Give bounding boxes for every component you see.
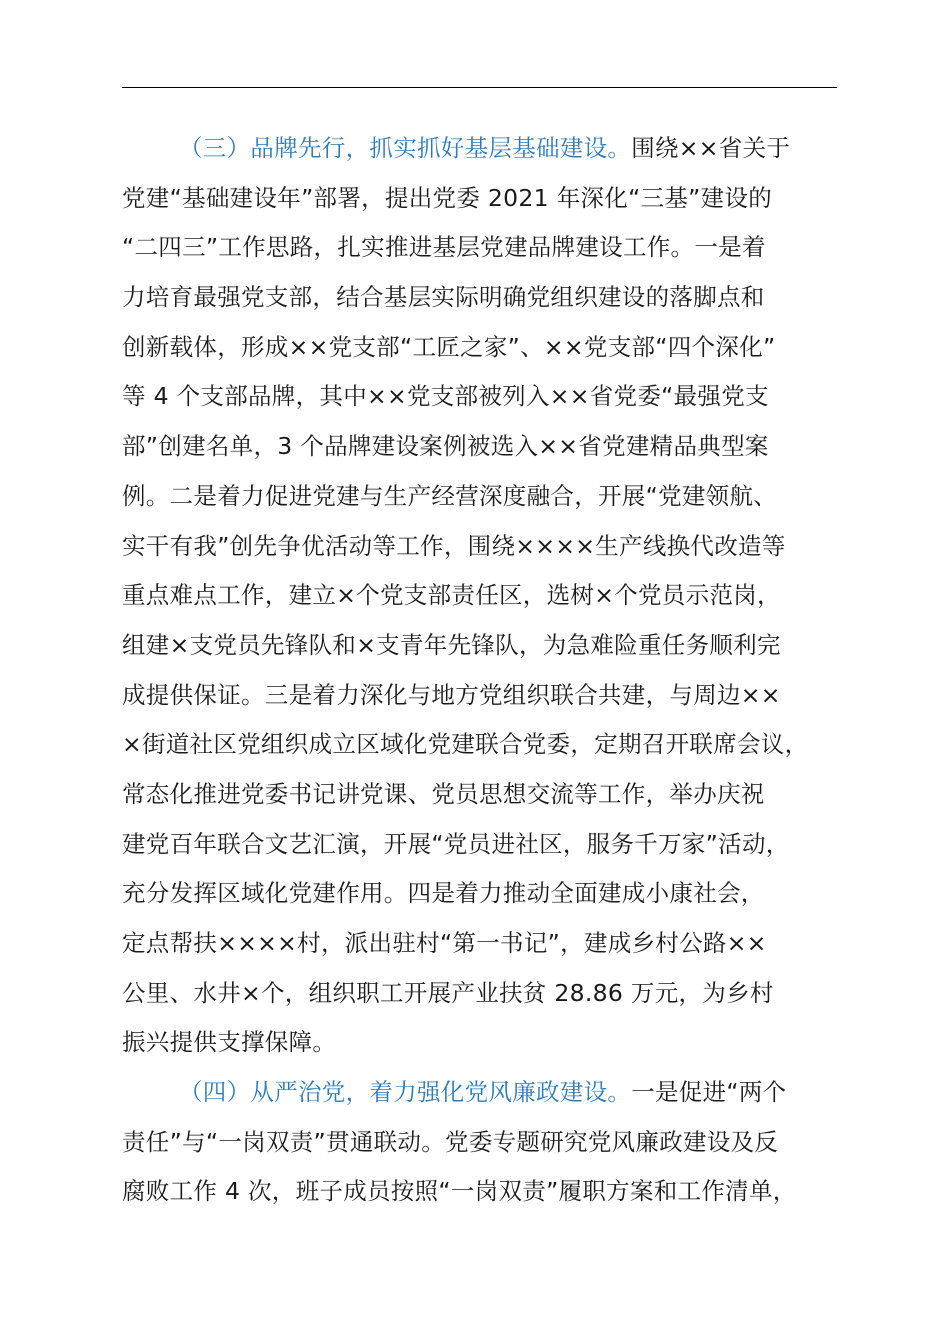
section-3-first-line [122, 124, 862, 174]
paragraph-line: 常态化推进党委书记讲党课、党员思想交流等工作，举办庆祝 [122, 779, 765, 808]
paragraph-line: 等 4 个支部品牌，其中××党支部被列入××省党委“最强党支 [122, 382, 769, 411]
paragraph-line: 部”创建名单，3 个品牌建设案例被选入××省党建精品典型案 [122, 432, 769, 461]
paragraph-line: ×街道社区党组织成立区域化党建联合党委，定期召开联席会议， [122, 730, 809, 759]
paragraph-line: 振兴提供支撑保障。 [122, 1028, 337, 1057]
document-body [122, 124, 862, 1217]
paragraph-line: 责任”与“一岗双责”贯通联动。党委专题研究党风廉政建设及反 [122, 1127, 779, 1156]
section-3-first-line-text: 围绕××省关于 [631, 134, 791, 162]
section-4-first-line-text: 一是促进“两个 [631, 1078, 787, 1107]
section-3-heading: （三）品牌先行，抓实抓好基层基础建设。 [179, 134, 632, 162]
paragraph-line: 定点帮扶××××村，派出驻村“第一书记”，建成乡村公路×× [122, 929, 767, 957]
paragraph-line: 建党百年联合文艺汇演，开展“党员进社区，服务千万家”活动， [122, 829, 790, 858]
section-4-first-line [122, 1068, 862, 1118]
paragraph-line: 实干有我”创先争优活动等工作，围绕××××生产线换代改造等 [122, 531, 786, 560]
header-rule [122, 87, 837, 88]
paragraph-line: 力培育最强党支部，结合基层实际明确党组织建设的落脚点和 [122, 283, 765, 312]
paragraph-line: 充分发挥区域化党建作用。四是着力推动全面建成小康社会， [122, 879, 765, 908]
paragraph-line: 腐败工作 4 次，班子成员按照“一岗双责”履职方案和工作清单， [122, 1177, 797, 1206]
paragraph-line: 重点难点工作，建立×个党支部责任区，选树×个党员示范岗， [122, 581, 781, 610]
paragraph-line: 例。二是着力促进党建与生产经营深度融合，开展“党建领航、 [122, 481, 778, 510]
paragraph-line: 创新载体，形成××党支部“工匠之家”、××党支部“四个深化” [122, 332, 776, 361]
paragraph-line: 组建×支党员先锋队和×支青年先锋队，为急难险重任务顺利完 [122, 630, 781, 659]
paragraph-line: 公里、水井×个，组织职工开展产业扶贫 28.86 万元，为乡村 [122, 978, 774, 1007]
paragraph-line: 成提供保证。三是着力深化与地方党组织联合共建，与周边×× [122, 680, 781, 709]
section-4-heading: （四）从严治党，着力强化党风廉政建设。 [179, 1078, 632, 1107]
paragraph-line: “二四三”工作思路，扎实推进基层党建品牌建设工作。一是着 [122, 233, 766, 262]
paragraph-line: 党建“基础建设年”部署，提出党委 2021 年深化“三基”建设的 [122, 183, 773, 212]
